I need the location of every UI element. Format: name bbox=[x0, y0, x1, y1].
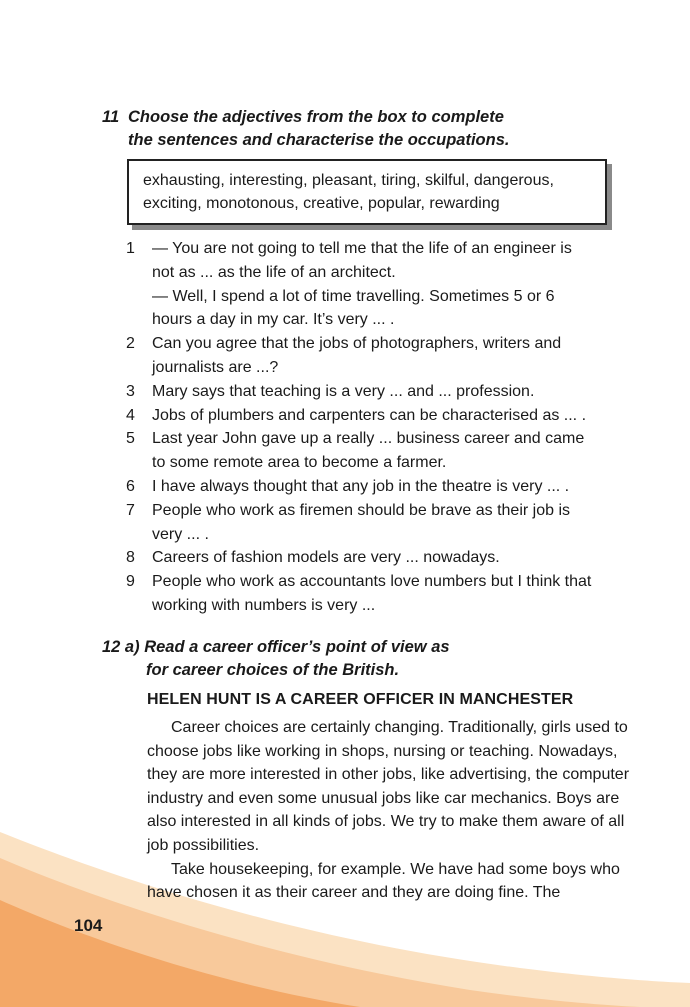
article-body bbox=[147, 716, 633, 905]
sentence-line: very ... . bbox=[152, 525, 209, 543]
sentence-line: Last year John gave up a really ... business career and came bbox=[152, 430, 585, 448]
sentence-number: 7 bbox=[126, 501, 135, 519]
sentence-line: hours a day in my car. It’s very ... . bbox=[152, 311, 395, 329]
sentence-line: not as ... as the life of an architect. bbox=[152, 263, 396, 281]
exercise-12a-heading-line2: for career choices of the British. bbox=[146, 661, 400, 679]
sentence-number: 1 bbox=[126, 240, 135, 257]
sentence-number: 6 bbox=[126, 477, 135, 495]
exercise-11-sentences bbox=[122, 237, 642, 618]
sentence-line: — Well, I spend a lot of time travelling. Sometimes 5 or 6 bbox=[152, 287, 555, 305]
sentence-line: Can you agree that the jobs of photographers, writers and bbox=[152, 335, 562, 353]
sentence-number: 8 bbox=[126, 549, 135, 567]
sentence-line: People who work as accountants love numbers but I think that bbox=[152, 573, 592, 591]
sentence-line: journalists are ...? bbox=[152, 358, 279, 376]
sentence-item bbox=[122, 499, 642, 547]
sentence-number: 4 bbox=[126, 406, 135, 424]
sentence-line: Careers of fashion models are very ... nowadays. bbox=[152, 549, 500, 567]
sentence-item bbox=[122, 237, 642, 332]
exercise-12a-heading bbox=[102, 636, 450, 682]
exercise-11-number: 11 bbox=[102, 108, 120, 126]
sentence-item bbox=[122, 332, 642, 380]
sentence-item bbox=[122, 427, 642, 475]
sentence-item bbox=[122, 570, 642, 618]
sentence-item bbox=[122, 404, 642, 428]
sentence-line: Mary says that teaching is a very ... and ... profession. bbox=[152, 382, 535, 400]
article-paragraph: Take housekeeping, for example. We have had some boys who have chosen it as their career and they are doing fine. The bbox=[147, 860, 620, 902]
sentence-line: working with numbers is very ... bbox=[152, 596, 376, 614]
page-number: 104 bbox=[74, 916, 103, 935]
sentence-number: 2 bbox=[126, 335, 135, 353]
sentence-line: — You are not going to tell me that the life of an engineer is bbox=[152, 240, 572, 257]
exercise-11-heading bbox=[102, 106, 509, 152]
sentence-item bbox=[122, 380, 642, 404]
exercise-12a-heading-line1: Read a career officer’s point of view as bbox=[144, 638, 450, 656]
sentence-item bbox=[122, 475, 642, 499]
exercise-12a-number: 12 a) bbox=[102, 638, 140, 656]
adjectives-box bbox=[127, 159, 607, 225]
article-title: HELEN HUNT IS A CAREER OFFICER IN MANCHESTER bbox=[147, 691, 574, 708]
sentence-line: I have always thought that any job in the theatre is very ... . bbox=[152, 477, 570, 495]
adjectives-box-line1: exhausting, interesting, pleasant, tiring, skilful, dangerous, bbox=[143, 172, 554, 189]
sentence-number: 9 bbox=[126, 573, 135, 591]
sentence-line: to some remote area to become a farmer. bbox=[152, 454, 447, 472]
exercise-11-heading-line1: Choose the adjectives from the box to complete bbox=[128, 108, 504, 126]
article-paragraph: Career choices are certainly changing. Traditionally, girls used to choose jobs like working in shops, nursing or teaching. Nowadays, they are more interested in other jobs, like advertising, the computer industry and even some unusual jobs like car mechanics. Boys are also interested in all kinds of jobs. We try to make them aware of all job possibilities. bbox=[147, 719, 630, 854]
sentence-item bbox=[122, 546, 642, 570]
sentence-line: Jobs of plumbers and carpenters can be characterised as ... . bbox=[152, 406, 587, 424]
sentence-number: 5 bbox=[126, 430, 135, 448]
adjectives-box-line2: exciting, monotonous, creative, popular, rewarding bbox=[143, 195, 500, 212]
exercise-11-heading-line2: the sentences and characterise the occupations. bbox=[128, 131, 510, 149]
sentence-line: People who work as firemen should be brave as their job is bbox=[152, 501, 570, 519]
sentence-number: 3 bbox=[126, 382, 135, 400]
